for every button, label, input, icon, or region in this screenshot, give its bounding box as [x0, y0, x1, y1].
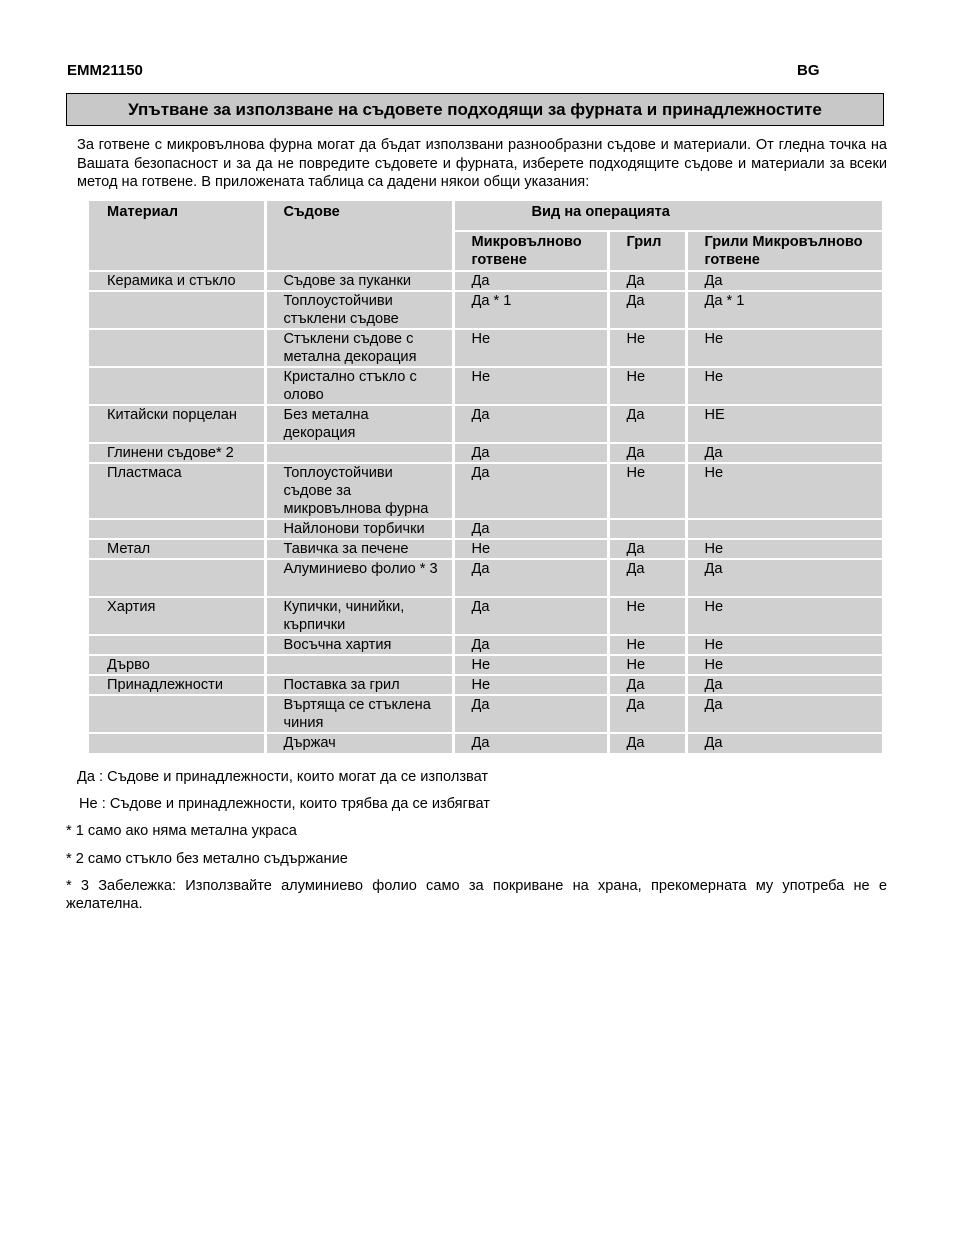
- table-row: [89, 405, 882, 443]
- language-code: BG: [797, 62, 820, 79]
- cell-dish: Кристално стъкло с олово: [265, 367, 453, 405]
- legend-no: Не : Съдове и принадлежности, които трябва да се избягват: [79, 796, 490, 812]
- cell-dish: [265, 655, 453, 675]
- cell-dish: Найлонови торбички: [265, 519, 453, 539]
- cell-combi: Не: [686, 539, 882, 559]
- header-microwave: Микровълново готвене: [453, 231, 608, 271]
- cell-microwave: Да: [453, 635, 608, 655]
- cell-microwave: Да: [453, 271, 608, 291]
- cell-combi: Да: [686, 443, 882, 463]
- cell-combi: Да: [686, 733, 882, 753]
- header-dish: Съдове: [265, 201, 453, 271]
- cell-material: [89, 367, 265, 405]
- cell-microwave: Да: [453, 733, 608, 753]
- cookware-table: [89, 201, 882, 753]
- cell-grill: [608, 519, 686, 539]
- cell-microwave: Да: [453, 405, 608, 443]
- cell-grill: Да: [608, 291, 686, 329]
- cell-dish: Без метална декорация: [265, 405, 453, 443]
- cell-dish: Топлоустойчиви стъклени съдове: [265, 291, 453, 329]
- cell-microwave: Да: [453, 559, 608, 597]
- cell-combi: Да: [686, 675, 882, 695]
- cell-combi: Не: [686, 463, 882, 519]
- cell-dish: Тавичка за печене: [265, 539, 453, 559]
- table-row: [89, 695, 882, 733]
- cell-combi: Не: [686, 329, 882, 367]
- cell-grill: Не: [608, 655, 686, 675]
- footnote-3: * 3 Забележка: Използвайте алуминиево фолио само за покриване на храна, прекомерната му употреба не е желателна.: [66, 878, 887, 912]
- cell-grill: Да: [608, 443, 686, 463]
- cell-microwave: Не: [453, 539, 608, 559]
- legend-yes: Да : Съдове и принадлежности, които могат да се използват: [77, 769, 489, 785]
- table-row: [89, 271, 882, 291]
- cell-material: [89, 519, 265, 539]
- cell-dish: Стъклени съдове с метална декорация: [265, 329, 453, 367]
- header-operation: Вид на операцията: [453, 201, 882, 231]
- table-row: [89, 597, 882, 635]
- intro-paragraph: За готвене с микровълнова фурна могат да бъдат използвани разнообразни съдове и материали. От гледна точка на Вашата безопасност и за да не повредите съдовете и фурната, изберете подходящите съдове и материали за всеки метод на готвене. В приложената таблица са дадени някои общи указания:: [77, 137, 887, 190]
- page-title: Упътване за използване на съдовете подходящи за фурната и принадлежностите: [66, 93, 884, 126]
- cell-grill: Да: [608, 405, 686, 443]
- table-row: [89, 367, 882, 405]
- cell-combi: Не: [686, 367, 882, 405]
- table-row: [89, 463, 882, 519]
- cell-dish: Държач: [265, 733, 453, 753]
- cell-microwave: Не: [453, 675, 608, 695]
- cell-combi: Не: [686, 635, 882, 655]
- cell-grill: Да: [608, 695, 686, 733]
- cell-dish: Алуминиево фолио * 3: [265, 559, 453, 597]
- cell-material: [89, 733, 265, 753]
- cell-dish: Топлоустойчиви съдове за микровълнова фурна: [265, 463, 453, 519]
- table-row: [89, 675, 882, 695]
- model-number: EMM21150: [67, 62, 143, 79]
- cell-microwave: Да: [453, 519, 608, 539]
- header-combi: Грили Микровълново готвене: [686, 231, 882, 271]
- cell-combi: Да * 1: [686, 291, 882, 329]
- cell-grill: Да: [608, 539, 686, 559]
- cell-dish: Съдове за пуканки: [265, 271, 453, 291]
- cell-dish: Купички, чинийки, кърпички: [265, 597, 453, 635]
- cell-grill: Не: [608, 367, 686, 405]
- cell-combi: [686, 519, 882, 539]
- footnote-1: * 1 само ако няма метална украса: [66, 823, 297, 839]
- table-row: [89, 539, 882, 559]
- table-row: [89, 733, 882, 753]
- cell-material: Глинени съдове* 2: [89, 443, 265, 463]
- cell-microwave: Не: [453, 329, 608, 367]
- cell-grill: Да: [608, 559, 686, 597]
- cell-grill: Да: [608, 271, 686, 291]
- cell-material: [89, 695, 265, 733]
- cell-material: Пластмаса: [89, 463, 265, 519]
- cell-microwave: Да: [453, 695, 608, 733]
- cell-dish: Восъчна хартия: [265, 635, 453, 655]
- header-grill: Грил: [608, 231, 686, 271]
- header-material: Материал: [89, 201, 265, 271]
- table-row: [89, 519, 882, 539]
- cell-grill: Не: [608, 329, 686, 367]
- cell-combi: Да: [686, 695, 882, 733]
- cell-combi: Не: [686, 597, 882, 635]
- cell-grill: Да: [608, 733, 686, 753]
- cell-microwave: Не: [453, 655, 608, 675]
- cell-material: Хартия: [89, 597, 265, 635]
- cell-combi: Да: [686, 559, 882, 597]
- cell-grill: Не: [608, 463, 686, 519]
- cell-combi: НЕ: [686, 405, 882, 443]
- cell-dish: Поставка за грил: [265, 675, 453, 695]
- table-row: [89, 291, 882, 329]
- cell-material: [89, 559, 265, 597]
- cell-material: Дърво: [89, 655, 265, 675]
- cell-microwave: Да: [453, 463, 608, 519]
- footnote-2: * 2 само стъкло без метално съдържание: [66, 851, 348, 867]
- cell-grill: Не: [608, 635, 686, 655]
- cell-dish: [265, 443, 453, 463]
- cell-combi: Да: [686, 271, 882, 291]
- cell-grill: Да: [608, 675, 686, 695]
- cell-material: Метал: [89, 539, 265, 559]
- table-row: [89, 329, 882, 367]
- cell-microwave: Да: [453, 443, 608, 463]
- cell-material: Керамика и стъкло: [89, 271, 265, 291]
- cell-material: [89, 329, 265, 367]
- table-row: [89, 443, 882, 463]
- cell-material: [89, 635, 265, 655]
- table-row: [89, 635, 882, 655]
- table-row: [89, 559, 882, 597]
- cell-microwave: Не: [453, 367, 608, 405]
- cell-grill: Не: [608, 597, 686, 635]
- cell-microwave: Да: [453, 597, 608, 635]
- cell-combi: Не: [686, 655, 882, 675]
- table-row: [89, 655, 882, 675]
- cell-material: Китайски порцелан: [89, 405, 265, 443]
- cell-material: [89, 291, 265, 329]
- cell-material: Принадлежности: [89, 675, 265, 695]
- cell-microwave: Да * 1: [453, 291, 608, 329]
- cell-dish: Въртяща се стъклена чиния: [265, 695, 453, 733]
